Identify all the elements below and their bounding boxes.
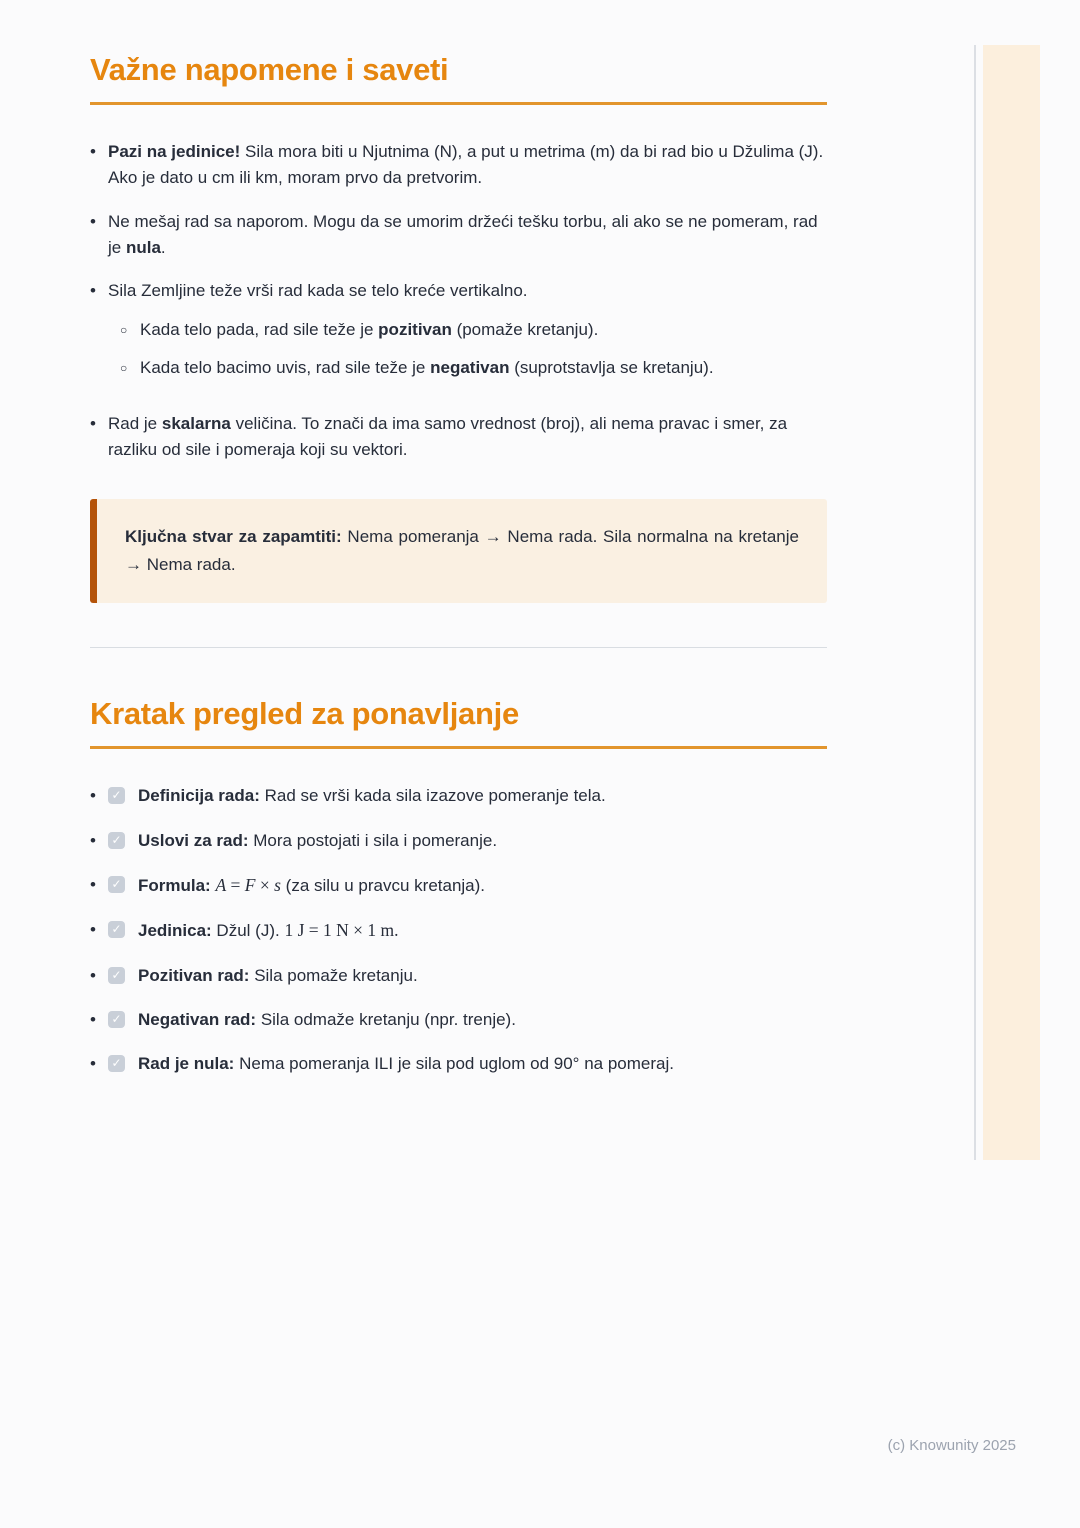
notes-section-title: Važne napomene i saveti [90, 52, 449, 87]
bullet-icon: • [90, 211, 96, 231]
notes-bullet-list [90, 139, 827, 463]
text-segment: (pomaže kretanju). [451, 319, 599, 339]
list-item [90, 872, 827, 899]
list-item-text [138, 828, 827, 854]
text-segment: Sila odmaže kretanju (npr. trenje). [256, 1010, 516, 1029]
list-item [90, 209, 827, 262]
text-segment: Nema pomeranja ILI je sila pod uglom od 90° na pomeraj. [234, 1054, 674, 1074]
text-segment: (za silu u pravcu kretanja). [280, 875, 486, 895]
review-section-title: Kratak pregled za ponavljanje [90, 696, 519, 732]
text-segment: skalarna [161, 413, 231, 433]
callout-text [125, 523, 799, 579]
review-check-list [90, 783, 827, 1077]
bullet-icon: • [90, 786, 96, 806]
text-segment: Sila pomaže kretanju. [249, 965, 418, 985]
checkbox-checked-icon: ✓ [108, 876, 125, 893]
text-segment: Formula: [138, 875, 211, 895]
bullet-icon: • [90, 965, 96, 985]
text-segment: Pozitivan rad: [138, 965, 250, 985]
text-segment: Nema pomeranja → Nema rada. Sila normalna na kretanje → Nema rada. [125, 527, 799, 575]
list-item-text [138, 963, 827, 989]
list-item-text [138, 1051, 827, 1077]
list-item-text [108, 209, 827, 262]
text-segment: pozitivan [378, 319, 452, 339]
right-gutter-line [974, 45, 976, 1160]
sub-list-item [120, 355, 827, 381]
text-segment: (suprotstavlja se kretanju). [509, 358, 714, 378]
title-underline-rule [90, 102, 827, 105]
key-point-callout [90, 499, 827, 603]
text-segment: Rad se vrši kada sila izazove pomeranje tela. [259, 786, 606, 806]
list-item-text [108, 278, 827, 393]
text-segment: Negativan rad: [138, 1010, 257, 1029]
sub-list [120, 317, 827, 382]
list-item-text [108, 411, 827, 464]
text-segment: Sila mora biti u Njutnima (N), a put u metrima (m) da bi rad bio u Džulima (J). Ako je dato u cm ili km, moram prvo da pretvorim. [108, 142, 824, 188]
text-segment: 1 J = 1 N × 1 m. [284, 920, 399, 941]
text-segment: Sila Zemljine teže vrši rad kada se telo kreće vertikalno. [108, 281, 528, 301]
text-segment: Ne mešaj rad sa naporom. Mogu da se umorim držeći tešku torbu, ali ako se ne pomeram, rad je [108, 211, 818, 258]
bullet-icon: • [90, 1010, 96, 1029]
copyright-text: (c) Knowunity 2025 [887, 1437, 1016, 1454]
text-segment: A [215, 874, 227, 895]
text-segment: = [226, 874, 245, 895]
text-segment: s [274, 874, 281, 895]
sub-bullet-icon: ○ [120, 361, 128, 376]
checkbox-checked-icon: ✓ [108, 832, 125, 849]
sub-bullet-icon: ○ [120, 322, 128, 337]
checkbox-checked-icon: ✓ [108, 921, 125, 938]
list-item [90, 1051, 827, 1077]
list-item-text [108, 139, 827, 192]
right-margin-strip [983, 45, 1040, 1160]
list-item-text [138, 872, 827, 899]
text-segment: Rad je nula: [138, 1054, 235, 1074]
text-segment: nula [125, 238, 161, 258]
text-segment: Kada telo pada, rad sile teže je [140, 319, 379, 339]
checkbox-checked-icon: ✓ [108, 967, 125, 984]
text-segment: Rad je [108, 413, 162, 433]
bullet-icon: • [90, 1054, 96, 1074]
text-segment: Kada telo bacimo uvis, rad sile teže je [140, 358, 431, 378]
text-segment: Ključna stvar za zapamtiti: [125, 527, 342, 547]
checkbox-checked-icon: ✓ [108, 787, 125, 804]
text-segment: Džul (J). [211, 921, 285, 941]
text-segment: Pazi na jedinice! [108, 142, 241, 161]
bullet-icon: • [90, 281, 96, 301]
text-segment: Definicija rada: [138, 786, 260, 806]
list-item [90, 278, 827, 393]
list-item [90, 783, 827, 809]
text-segment: Uslovi za rad: [138, 830, 249, 850]
text-segment: × [255, 874, 275, 895]
text-segment: veličina. To znači da ima samo vrednost (broj), ali nema pravac i smer, za razliku od sile i pomeraja koji su vektori. [108, 413, 788, 459]
text-segment: Mora postojati i sila i pomeranje. [248, 830, 498, 850]
bullet-icon: • [90, 142, 96, 161]
sub-list-item-text [140, 355, 827, 381]
bullet-icon: • [90, 920, 96, 940]
section-divider [90, 647, 827, 648]
section-review [90, 696, 827, 1077]
list-item [90, 828, 827, 854]
text-segment: F [244, 874, 256, 895]
text-segment: negativan [430, 358, 510, 378]
sub-list-item [120, 317, 827, 343]
list-item [90, 963, 827, 989]
list-item [90, 1007, 827, 1033]
document-content [90, 52, 827, 1096]
list-item [90, 411, 827, 464]
list-item [90, 139, 827, 192]
section-notes [90, 52, 827, 603]
text-segment: . [160, 238, 166, 258]
list-item-text [138, 783, 827, 809]
list-item-text [138, 1007, 827, 1033]
title-underline-rule [90, 746, 827, 749]
checkbox-checked-icon: ✓ [108, 1055, 125, 1072]
list-item [90, 917, 827, 944]
bullet-icon: • [90, 413, 96, 433]
text-segment: Jedinica: [138, 921, 212, 941]
sub-list-item-text [140, 317, 827, 343]
bullet-icon: • [90, 830, 96, 850]
bullet-icon: • [90, 874, 96, 894]
checkbox-checked-icon: ✓ [108, 1011, 125, 1028]
list-item-text [138, 917, 827, 944]
